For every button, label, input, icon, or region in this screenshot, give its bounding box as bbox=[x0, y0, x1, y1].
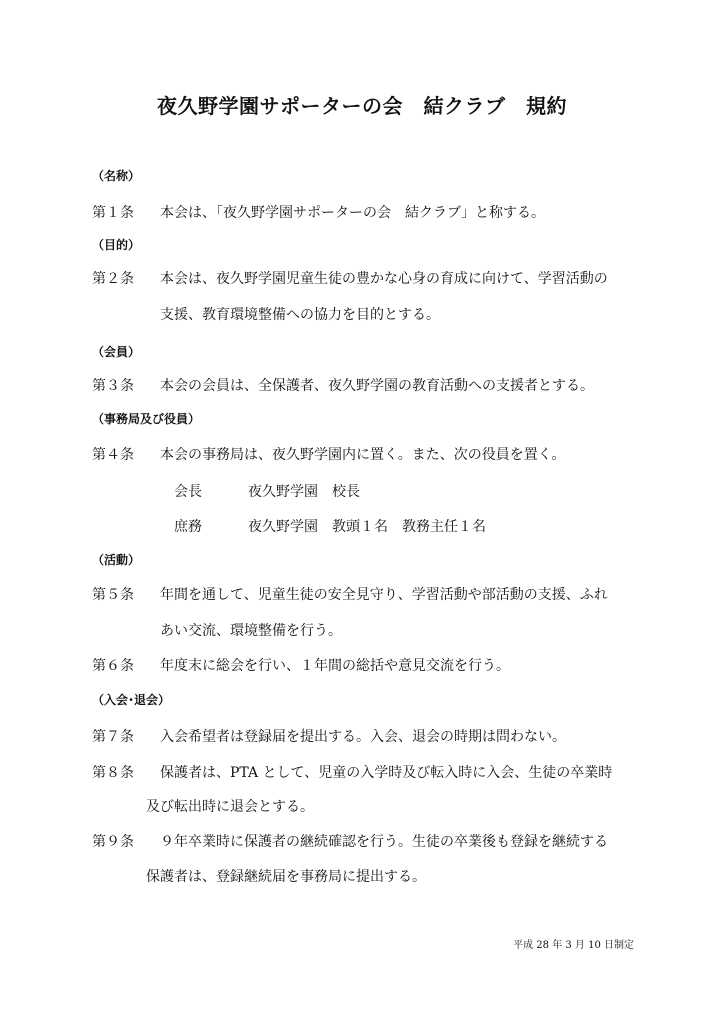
section-heading-purpose: （目的） bbox=[92, 238, 141, 252]
article-9-continuation: 保護者は、登録継続届を事務局に提出する。 bbox=[146, 869, 426, 885]
article-number: 第１条 bbox=[92, 205, 134, 221]
article-8-continuation: 及び転出時に退会とする。 bbox=[146, 799, 314, 815]
article-text: 本会の会員は、全保護者、夜久野学園の教育活動への支援者とする。 bbox=[160, 378, 594, 394]
enactment-date: 平成 28 年 3 月 10 日制定 bbox=[513, 940, 634, 951]
article-text: 本会の事務局は、夜久野学園内に置く。また、次の役員を置く。 bbox=[160, 447, 566, 463]
article-number: 第７条 bbox=[92, 729, 134, 745]
article-1 bbox=[92, 202, 545, 222]
article-number: 第６条 bbox=[92, 658, 134, 674]
section-heading-joining: （入会･退会） bbox=[92, 693, 171, 707]
section-heading-members: （会員） bbox=[92, 345, 141, 359]
article-text: 本会は、夜久野学園児童生徒の豊かな心身の育成に向けて、学習活動の bbox=[160, 271, 608, 287]
article-number: 第４条 bbox=[92, 447, 134, 463]
article-number: 第３条 bbox=[92, 378, 134, 394]
article-text: ９年卒業時に保護者の継続確認を行う。生徒の卒業後も登録を継続する bbox=[160, 834, 608, 850]
article-5 bbox=[92, 584, 608, 604]
article-5-continuation: あい交流、環境整備を行う。 bbox=[160, 623, 342, 639]
article-8 bbox=[92, 762, 612, 782]
section-heading-name: （名称） bbox=[92, 169, 141, 183]
article-7 bbox=[92, 726, 566, 746]
section-heading-activities: （活動） bbox=[92, 553, 141, 567]
officer-row-president bbox=[174, 481, 360, 501]
article-number: 第９条 bbox=[92, 834, 134, 850]
officer-detail: 夜久野学園 教頭１名 教務主任１名 bbox=[248, 519, 486, 535]
article-2 bbox=[92, 268, 608, 288]
article-2-continuation: 支援、教育環境整備への協力を目的とする。 bbox=[160, 307, 440, 323]
document-title: 夜久野学園サポーターの会 結クラブ 規約 bbox=[157, 94, 567, 118]
article-number: 第８条 bbox=[92, 765, 134, 781]
officer-role: 庶務 bbox=[174, 519, 202, 535]
article-9 bbox=[92, 831, 608, 851]
article-number: 第２条 bbox=[92, 271, 134, 287]
officer-row-secretary bbox=[174, 516, 486, 536]
article-text: 年度末に総会を行い、１年間の総括や意見交流を行う。 bbox=[160, 658, 510, 674]
officer-role: 会長 bbox=[174, 484, 202, 500]
section-heading-office: （事務局及び役員） bbox=[92, 412, 201, 426]
article-6 bbox=[92, 655, 510, 675]
article-3 bbox=[92, 375, 594, 395]
article-text: 保護者は、PTA として、児童の入学時及び転入時に入会、生徒の卒業時 bbox=[160, 765, 613, 781]
article-text: 入会希望者は登録届を提出する。入会、退会の時期は問わない。 bbox=[160, 729, 566, 745]
article-text: 年間を通して、児童生徒の安全見守り、学習活動や部活動の支援、ふれ bbox=[160, 587, 608, 603]
article-text: 本会は、「夜久野学園サポーターの会 結クラブ」と称する。 bbox=[160, 205, 545, 221]
article-4 bbox=[92, 444, 565, 464]
article-number: 第５条 bbox=[92, 587, 134, 603]
officer-detail: 夜久野学園 校長 bbox=[248, 484, 360, 500]
